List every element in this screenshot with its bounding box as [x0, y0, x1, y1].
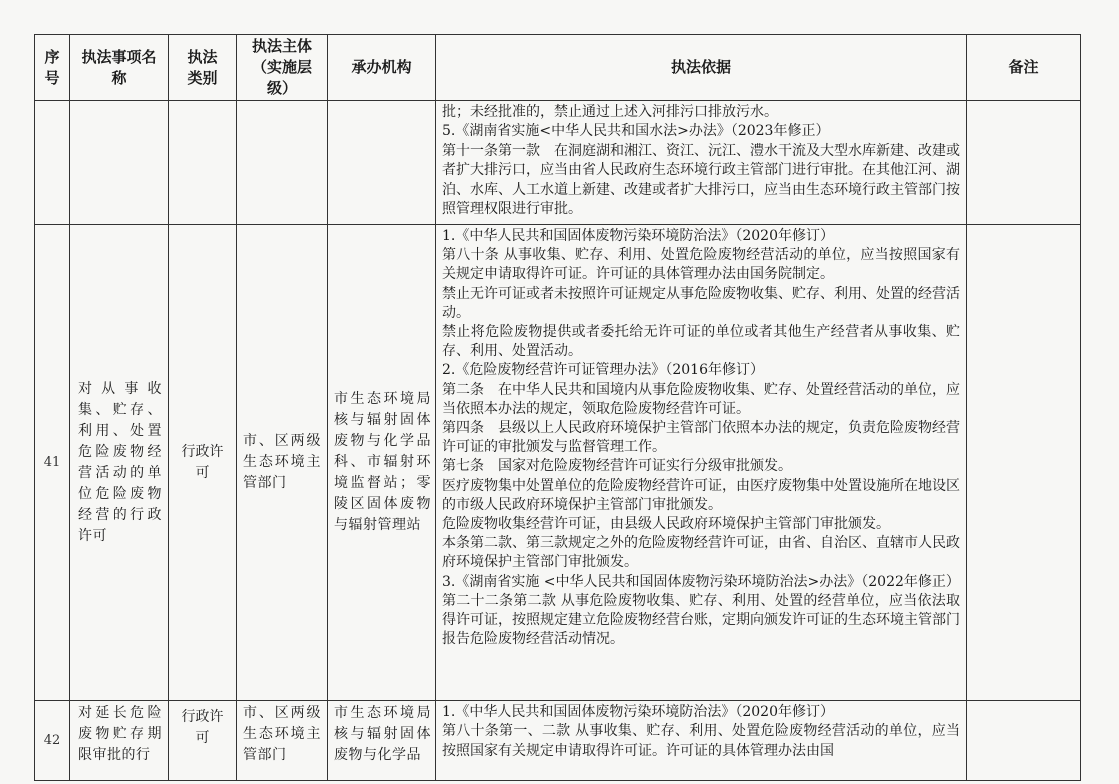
row-remarks: [967, 701, 1081, 781]
basis-line: 1.《中华人民共和国固体废物污染环境防治法》（2020年修订）: [442, 228, 834, 244]
basis-line: 第十一条第一款 在洞庭湖和湘江、资江、沅江、澧水干流及大型水库新建、改建或者扩大排污口，应当由省人民政府生态环境行政主管部门进行审批。在其他江河、湖泊、水库、人工水道上新建、改建或者扩大排污口，应当由生态环境行政主管部门按照管理权限进行审批。: [442, 142, 960, 218]
row-handler: [328, 101, 436, 225]
basis-line: 1.《中华人民共和国固体废物污染环境防治法》（2020年修订）: [442, 704, 834, 720]
basis-line: 第二十二条第二款 从事危险废物收集、贮存、利用、处置的经营单位，应当依法取得许可证，按照规定建立危险废物经营台账，定期向颁发许可证的生态环境主管部门报告危险废物经营活动情况。: [442, 592, 960, 648]
basis-line: 本条第二款、第三款规定之外的危险废物经营许可证，由省、自治区、直辖市人民政府环境保护主管部门审批颁发。: [442, 535, 960, 571]
basis-line: 第二条 在中华人民共和国境内从事危险废物收集、贮存、处置经营活动的单位，应当依照本办法的规定，领取危险废物经营许可证。: [442, 381, 960, 417]
header-subject: 执法主体（实施层级）: [237, 35, 328, 101]
row-basis: [436, 701, 967, 781]
row-seq: [35, 101, 70, 225]
basis-line: 2.《危险废物经营许可证管理办法》（2016年修订）: [442, 362, 764, 379]
row-remarks: [967, 225, 1081, 701]
basis-line: 批；未经批准的，禁止通过上述入河排污口排放污水。: [442, 104, 778, 120]
row-subject: 市、区两级生态环境主管部门: [237, 225, 328, 701]
basis-line: 第八十条 从事收集、贮存、利用、处置危险废物经营活动的单位，应当按照国家有关规定申请取得许可证。许可证的具体管理办法由国务院制定。: [442, 247, 960, 283]
row-basis: [436, 225, 967, 701]
basis-line: 第八十条第一、二款 从事收集、贮存、利用、处置危险废物经营活动的单位，应当按照国家有关规定申请取得许可证。许可证的具体管理办法由国: [442, 723, 960, 759]
row-seq: 41: [35, 225, 70, 701]
row-remarks: [967, 101, 1081, 225]
enforcement-table: [34, 34, 1081, 781]
basis-line: 医疗废物集中处置单位的危险废物经营许可证，由医疗废物集中处置设施所在地设区的市级人民政府环境保护主管部门审批颁发。: [442, 477, 960, 513]
table-row: [35, 101, 1081, 225]
basis-line: 5.《湖南省实施<中华人民共和国水法>办法》（2023年修正）: [442, 123, 830, 140]
basis-line: 禁止将危险废物提供或者委托给无许可证的单位或者其他生产经营者从事收集、贮存、利用、处置活动。: [442, 324, 960, 360]
table-header-row: [35, 35, 1081, 101]
row-item: 对延长危险废物贮存期限审批的行: [70, 701, 169, 781]
basis-line: 3.《湖南省实施 <中华人民共和国固体废物污染环境防治法>办法》（2022年修正）: [442, 573, 960, 590]
row-item: [70, 101, 169, 225]
header-item: 执法事项名称: [70, 35, 169, 101]
row-subject: 市、区两级生态环境主管部门: [237, 701, 328, 781]
header-seq: 序号: [35, 35, 70, 101]
header-handler: 承办机构: [328, 35, 436, 101]
row-seq: 42: [35, 701, 70, 781]
table-row: [35, 701, 1081, 781]
header-category: 执法类别: [169, 35, 237, 101]
basis-line: 第七条 国家对危险废物经营许可证实行分级审批颁发。: [442, 458, 792, 475]
row-category: [169, 101, 237, 225]
row-category: 行政许可: [169, 701, 237, 781]
row-subject: [237, 101, 328, 225]
row-handler: 市生态环境局核与辐射固体废物与化学品科、市辐射环境监督站；零陵区固体废物与辐射管理站: [328, 225, 436, 701]
row-basis: [436, 101, 967, 225]
table-row: [35, 225, 1081, 701]
row-item: 对从事收集、贮存、利用、处置危险废物经营活动的单位危险废物经营的行政许可: [70, 225, 169, 701]
row-category: 行政许可: [169, 225, 237, 701]
basis-line: 禁止无许可证或者未按照许可证规定从事危险废物收集、贮存、利用、处置的经营活动。: [442, 285, 960, 321]
row-handler: 市生态环境局核与辐射固体废物与化学品: [328, 701, 436, 781]
header-remarks: 备注: [967, 35, 1081, 101]
basis-line: 第四条 县级以上人民政府环境保护主管部门依照本办法的规定，负责危险废物经营许可证的审批颁发与监督管理工作。: [442, 420, 960, 456]
header-basis: 执法依据: [436, 35, 967, 101]
basis-line: 危险废物收集经营许可证，由县级人民政府环境保护主管部门审批颁发。: [442, 516, 890, 533]
